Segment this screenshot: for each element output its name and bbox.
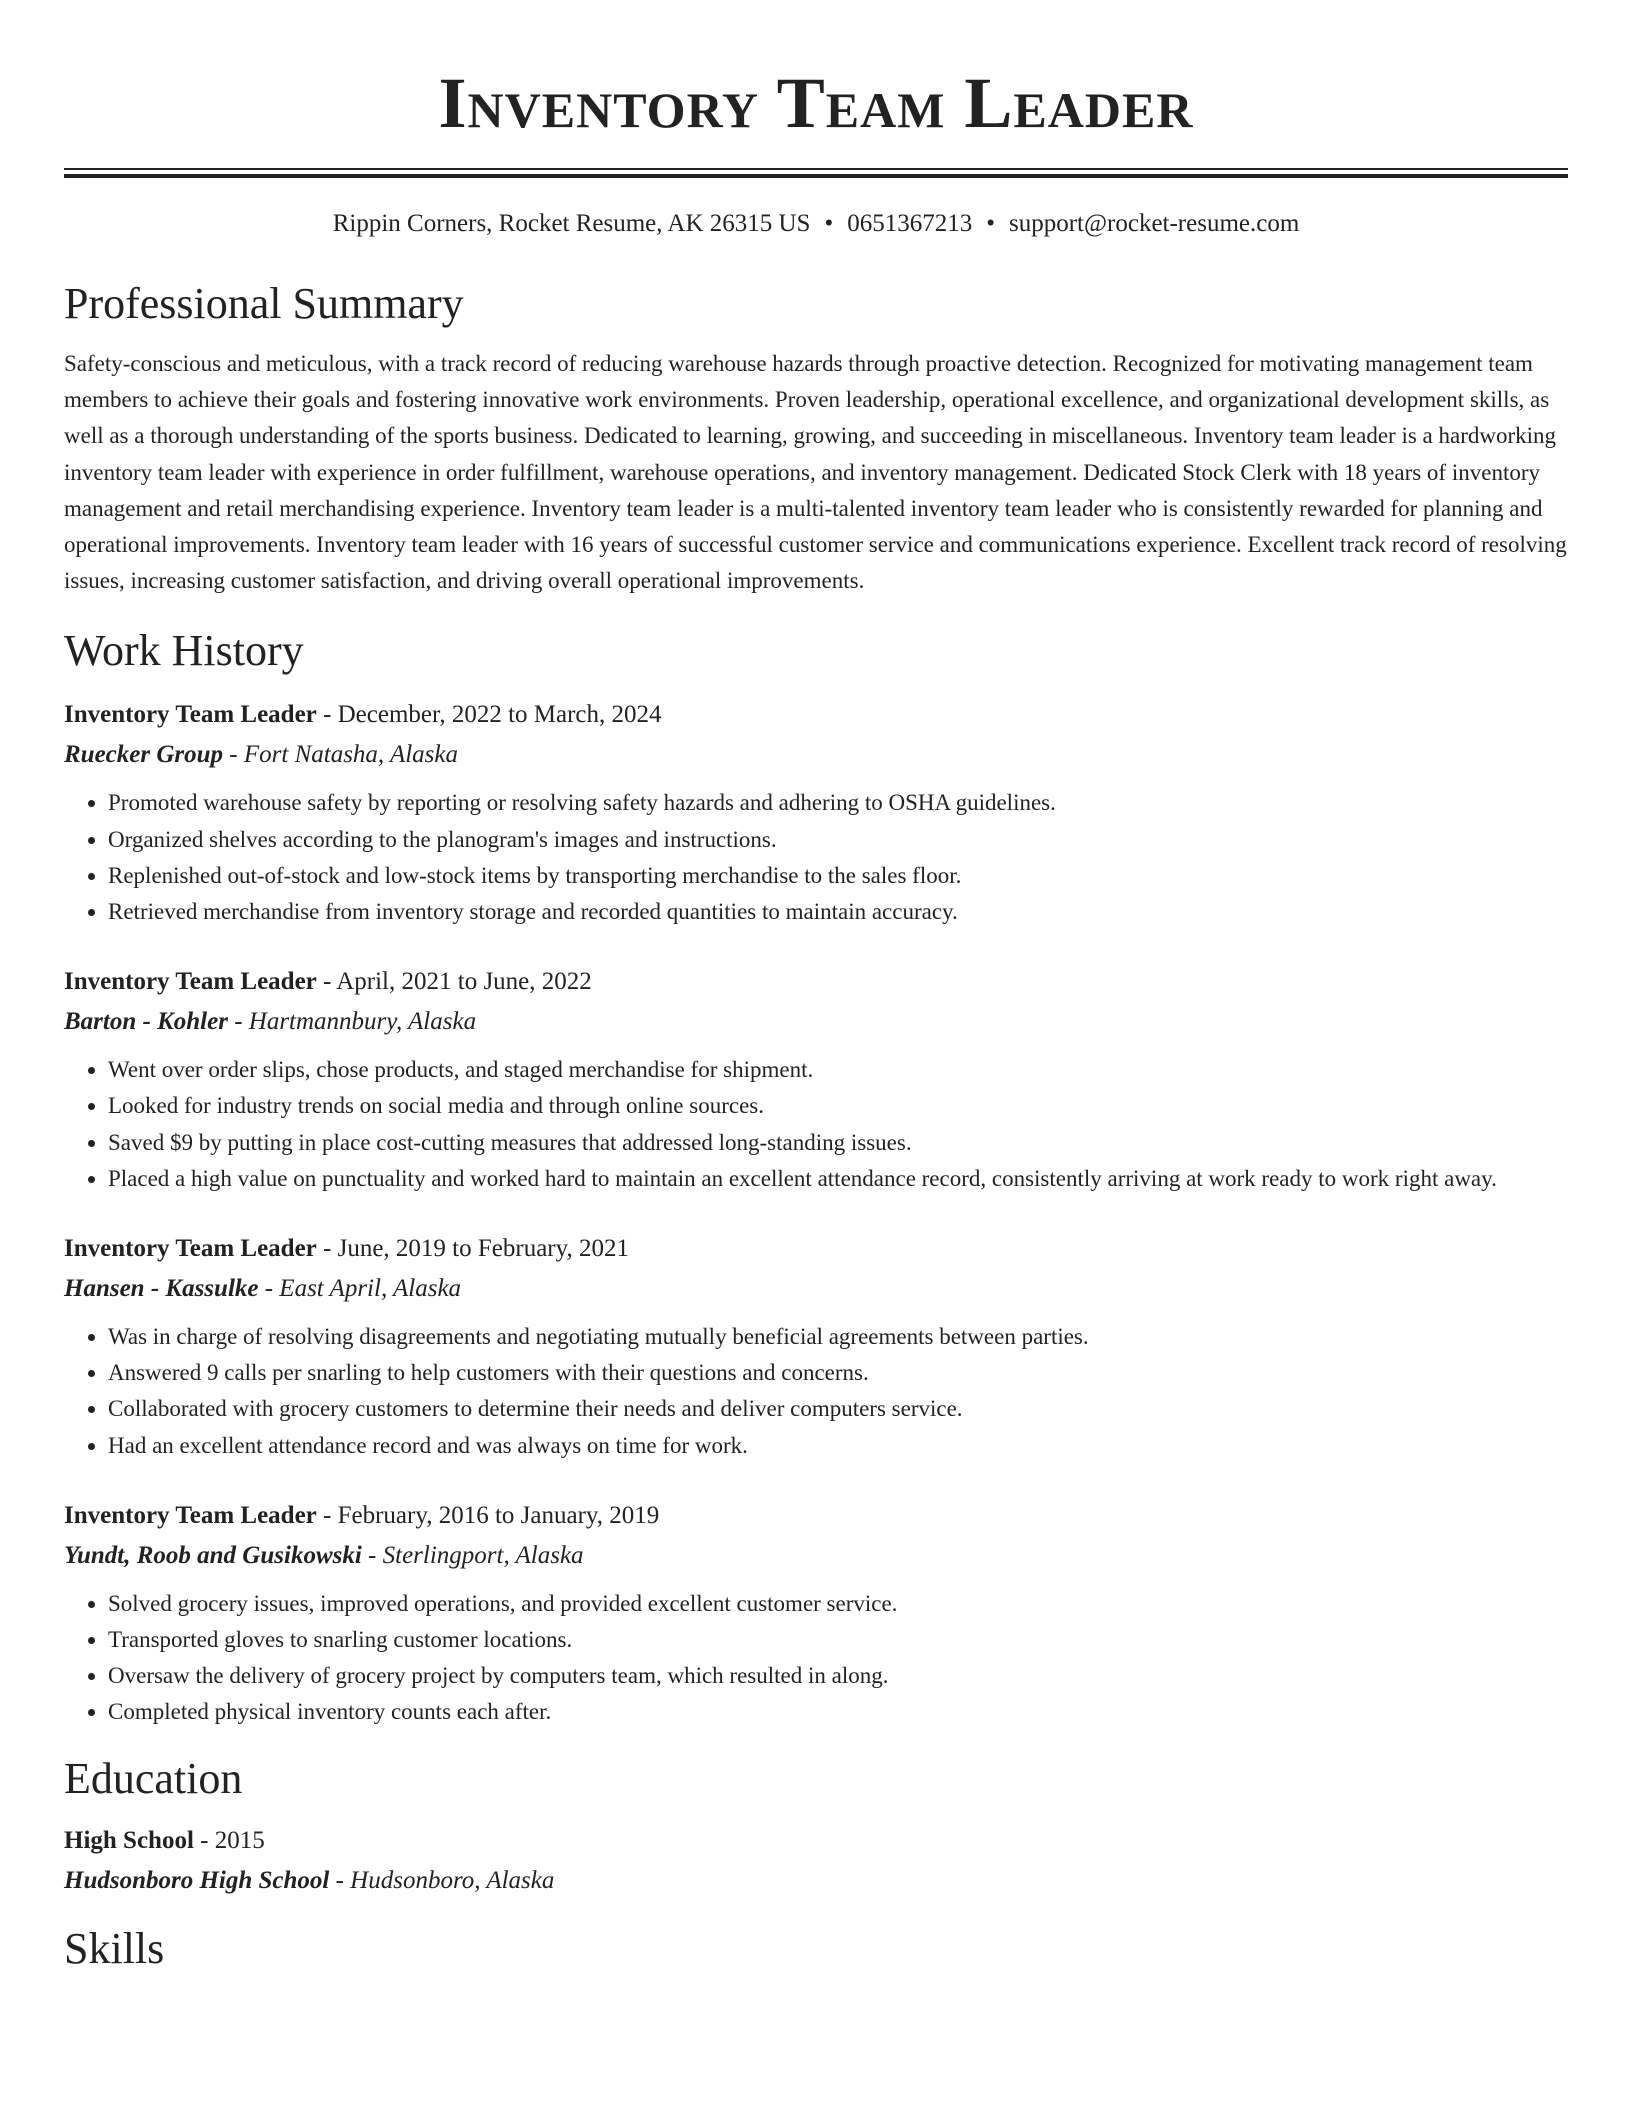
contact-phone: 0651367213 [847, 210, 973, 237]
job-company-line [64, 1536, 1568, 1576]
job-dates: - April, 2021 to June, 2022 [316, 968, 592, 996]
job-role: Inventory Team Leader [64, 1501, 317, 1529]
job-role: Inventory Team Leader [64, 1235, 317, 1263]
summary-heading: Professional Summary [64, 279, 464, 328]
resume-name: Inventory Team Leader [438, 63, 1194, 143]
job-bullet: • Saved $9 by putting in place cost-cutting measures that addressed long-standing issues. [108, 1125, 1568, 1161]
education-heading: Education [64, 1753, 243, 1803]
job-bullet: • Promoted warehouse safety by reporting or resolving safety hazards and adhering to OSHA guidelines. [108, 785, 1568, 821]
job-dates: - June, 2019 to February, 2021 [316, 1235, 630, 1263]
job-bullet: • Solved grocery issues, improved operations, and provided excellent customer service. [108, 1586, 1568, 1622]
job-entry [64, 1229, 1568, 1464]
job-entry [64, 695, 1568, 930]
job-title-line [64, 962, 1568, 1002]
job-location: - Hartmannbury, Alaska [227, 1008, 477, 1036]
education-year: - 2015 [193, 1826, 265, 1854]
job-location: - Sterlingport, Alaska [361, 1541, 584, 1569]
job-company: Barton - Kohler [64, 1008, 228, 1036]
job-bullet: • Transported gloves to snarling customer locations. [108, 1622, 1568, 1658]
job-bullets [64, 785, 1568, 930]
resume-page [64, 0, 1568, 1975]
job-company: Yundt, Roob and Gusikowski [64, 1541, 362, 1569]
job-bullets [64, 1319, 1568, 1464]
contact-email: support@rocket-resume.com [1009, 210, 1300, 237]
education-school: Hudsonboro High School [64, 1866, 330, 1894]
job-title-line [64, 1229, 1568, 1269]
education-degree-line [64, 1821, 1568, 1861]
job-bullets [64, 1586, 1568, 1731]
job-company: Ruecker Group [64, 741, 224, 769]
job-company: Hansen - Kassulke [64, 1275, 259, 1303]
job-bullet: • Went over order slips, chose products, and staged merchandise for shipment. [108, 1052, 1568, 1088]
summary-text: Safety-conscious and meticulous, with a track record of reducing warehouse hazards through proactive detection. Recognized for motivating management team members to achieve their goals and fostering innovative work environments. Proven leadership, operational excellence, and organizational development skills, as well as a thorough understanding of the sports business. Dedicated to learning, growing, and succeeding in miscellaneous. Inventory team leader is a hardworking inventory team leader with experience in order fulfillment, warehouse operations, and inventory management. Dedicated Stock Clerk with 18 years of inventory management and retail merchandising experience. Inventory team leader is a multi-talented inventory team leader who is consistently rewarded for planning and operational improvements. Inventory team leader with 16 years of successful customer service and communications experience. Excellent track record of resolving issues, increasing customer satisfaction, and driving overall operational improvements. [64, 351, 1567, 594]
job-bullet: • Oversaw the delivery of grocery project by computers team, which resulted in along. [108, 1658, 1568, 1694]
job-location: - Fort Natasha, Alaska [223, 741, 459, 769]
job-dates: - December, 2022 to March, 2024 [316, 701, 662, 729]
job-bullet: • Answered 9 calls per snarling to help customers with their questions and concerns. [108, 1355, 1568, 1391]
job-bullet: • Replenished out-of-stock and low-stock items by transporting merchandise to the sales floor. [108, 858, 1568, 894]
job-dates: - February, 2016 to January, 2019 [316, 1501, 660, 1529]
job-entry [64, 962, 1568, 1197]
job-bullet: • Completed physical inventory counts each after. [108, 1694, 1568, 1730]
work-history-heading: Work History [64, 626, 304, 676]
header-divider [64, 168, 1568, 178]
job-bullet: • Placed a high value on punctuality and worked hard to maintain an excellent attendance record, consistently arriving at work ready to work right away. [108, 1161, 1568, 1197]
job-company-line [64, 735, 1568, 775]
contact-separator: • [824, 210, 834, 237]
job-bullet: • Looked for industry trends on social media and through online sources. [108, 1088, 1568, 1124]
job-bullet: • Retrieved merchandise from inventory storage and recorded quantities to maintain accuracy. [108, 894, 1568, 930]
education-school-line [64, 1861, 1568, 1901]
job-role: Inventory Team Leader [64, 968, 317, 996]
job-bullet: • Collaborated with grocery customers to determine their needs and deliver computers service. [108, 1391, 1568, 1427]
job-bullet: • Was in charge of resolving disagreements and negotiating mutually beneficial agreements between parties. [108, 1319, 1568, 1355]
job-company-line [64, 1002, 1568, 1042]
job-bullets [64, 1052, 1568, 1197]
job-company-line [64, 1269, 1568, 1309]
education-location: - Hudsonboro, Alaska [329, 1866, 555, 1894]
skills-heading: Skills [64, 1923, 165, 1973]
job-entry [64, 1496, 1568, 1731]
job-bullet: • Organized shelves according to the planogram's images and instructions. [108, 822, 1568, 858]
contact-separator: • [986, 210, 995, 237]
job-title-line [64, 1496, 1568, 1536]
contact-address: Rippin Corners, Rocket Resume, AK 26315 US [332, 210, 811, 237]
education-degree: High School [64, 1826, 194, 1854]
job-role: Inventory Team Leader [64, 701, 317, 729]
education-entry [64, 1821, 1568, 1901]
job-location: - East April, Alaska [258, 1275, 462, 1303]
job-title-line [64, 695, 1568, 735]
job-bullet: • Had an excellent attendance record and was always on time for work. [108, 1428, 1568, 1464]
contact-line [64, 208, 1568, 240]
